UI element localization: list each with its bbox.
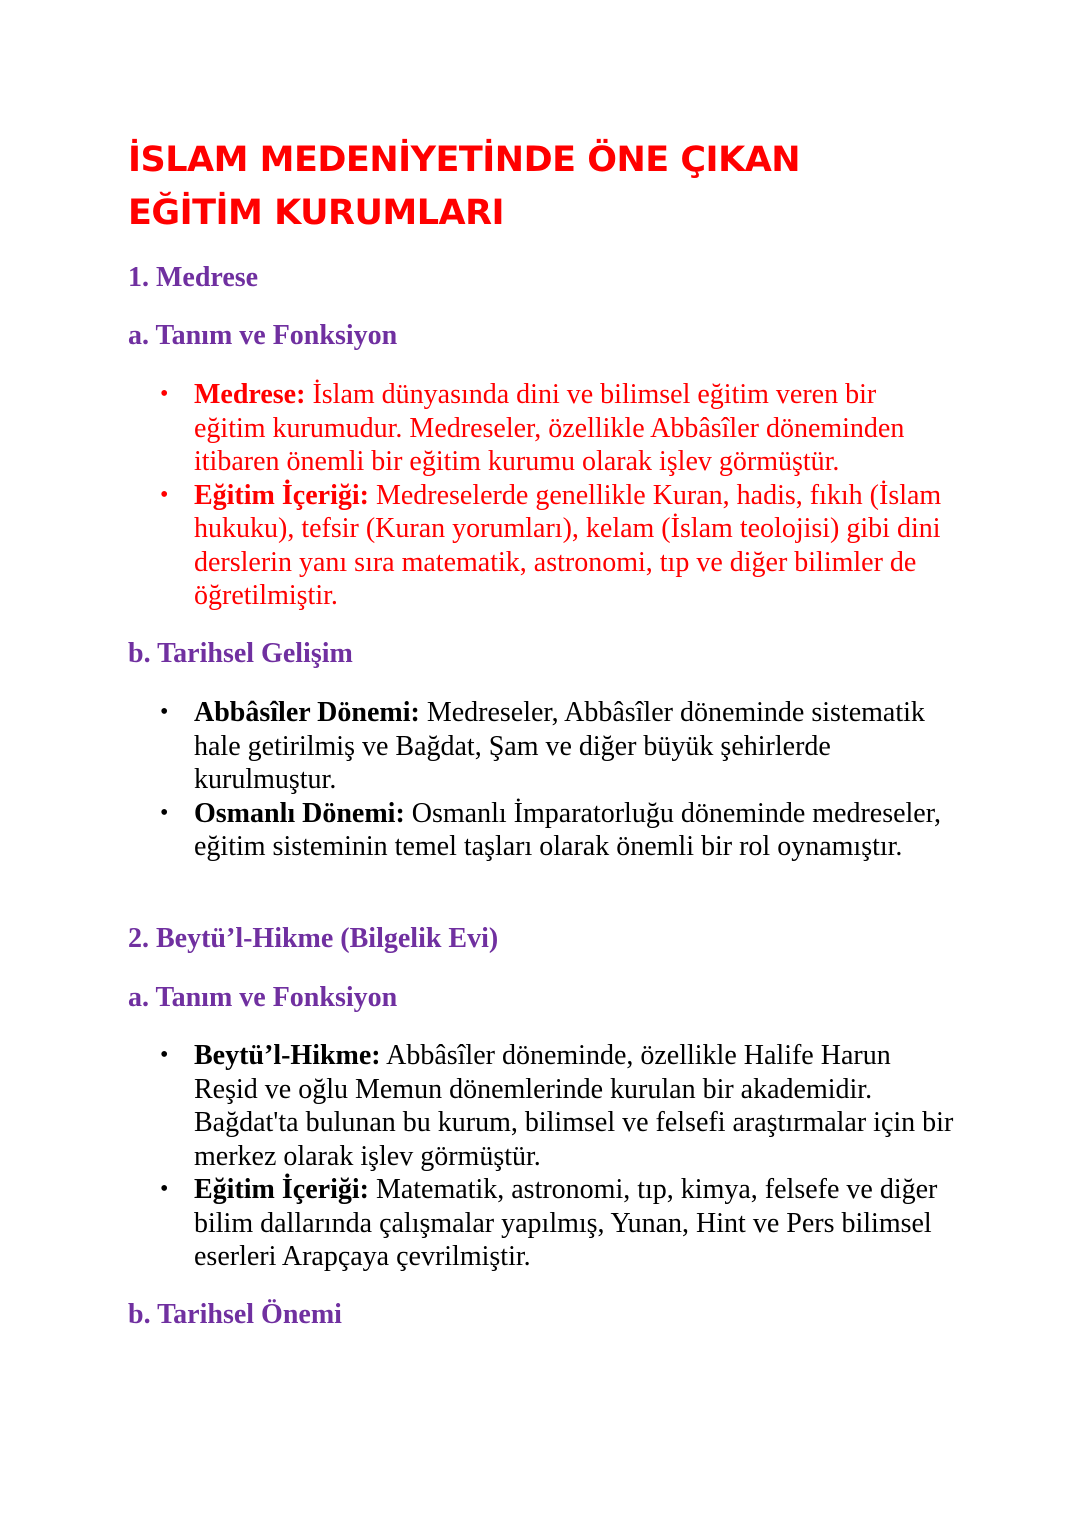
list-item-term: Eğitim İçeriği: <box>194 479 369 511</box>
bullet-icon: • <box>160 699 169 725</box>
list-item-term: Beytü’l-Hikme: <box>194 1040 381 1071</box>
section-heading-medrese: 1. Medrese <box>128 262 259 293</box>
page-title <box>128 134 948 240</box>
list-item-text: İslam dünyasında dini ve bilimsel eğitim veren bir eğitim kurumudur. Medreseler, özellikle Abbâsîler döneminden itibaren önemli bir eğitim kurumu olarak işlev görmüştür. <box>194 379 905 477</box>
subheading-definition-function: a. Tanım ve Fonksiyon <box>128 320 398 351</box>
medrese-history-list <box>0 696 1000 864</box>
page-title-line-1: İSLAM MEDENİYETİNDE ÖNE ÇIKAN <box>128 140 801 180</box>
list-item <box>0 378 954 479</box>
list-item <box>0 1173 954 1274</box>
list-item <box>0 797 954 864</box>
list-item-term: Eğitim İçeriği: <box>194 1174 369 1205</box>
list-item-term: Abbâsîler Dönemi: <box>194 697 420 728</box>
bullet-icon: • <box>160 1176 169 1202</box>
medrese-definition-list <box>0 378 1000 613</box>
bullet-icon: • <box>160 1042 169 1068</box>
list-item <box>0 696 954 797</box>
list-item <box>0 1039 954 1173</box>
bullet-icon: • <box>160 481 169 508</box>
list-item-text: Medreselerde genellikle Kuran, hadis, fıkıh (İslam hukuku), tefsir (Kuran yorumları), kelam (İslam teolojisi) gibi dini derslerin yanı sıra matematik, astronomi, tıp ve diğer bilimler de öğretilmiştir. <box>194 479 942 611</box>
list-item-text: Matematik, astronomi, tıp, kimya, felsefe ve diğer bilim dallarında çalışmalar yapılmış, Yunan, Hint ve Pers bilimsel eserleri Arapçaya çevrilmiştir. <box>194 1174 938 1272</box>
list-item-text: Medreseler, Abbâsîler döneminde sistematik hale getirilmiş ve Bağdat, Şam ve diğer büyük şehirlerde kurulmuştur. <box>194 697 925 795</box>
subheading-definition-function-2: a. Tanım ve Fonksiyon <box>128 982 398 1013</box>
list-item <box>0 479 954 613</box>
list-item-term: Medrese: <box>194 379 306 410</box>
list-item-term: Osmanlı Dönemi: <box>194 797 405 829</box>
section-heading-beytul-hikme: 2. Beytü’l-Hikme (Bilgelik Evi) <box>128 923 499 954</box>
subheading-historical-importance: b. Tarihsel Önemi <box>128 1299 342 1330</box>
list-item-text: Abbâsîler döneminde, özellikle Halife Harun Reşid ve oğlu Memun dönemlerinde kurulan bir akademidir. Bağdat'ta bulunan bu kurum, bilimsel ve felsefi araştırmalar için bir merkez olarak işlev görmüştür. <box>194 1040 954 1172</box>
list-item-text: Osmanlı İmparatorluğu döneminde medreseler, eğitim sisteminin temel taşları olarak önemli bir rol oynamıştır. <box>194 797 941 862</box>
beytul-hikme-definition-list <box>0 1039 1000 1274</box>
bullet-icon: • <box>160 799 169 826</box>
page-title-line-2: EĞİTİM KURUMLARI <box>128 193 505 233</box>
subheading-historical-development: b. Tarihsel Gelişim <box>128 638 353 669</box>
bullet-icon: • <box>160 381 169 407</box>
